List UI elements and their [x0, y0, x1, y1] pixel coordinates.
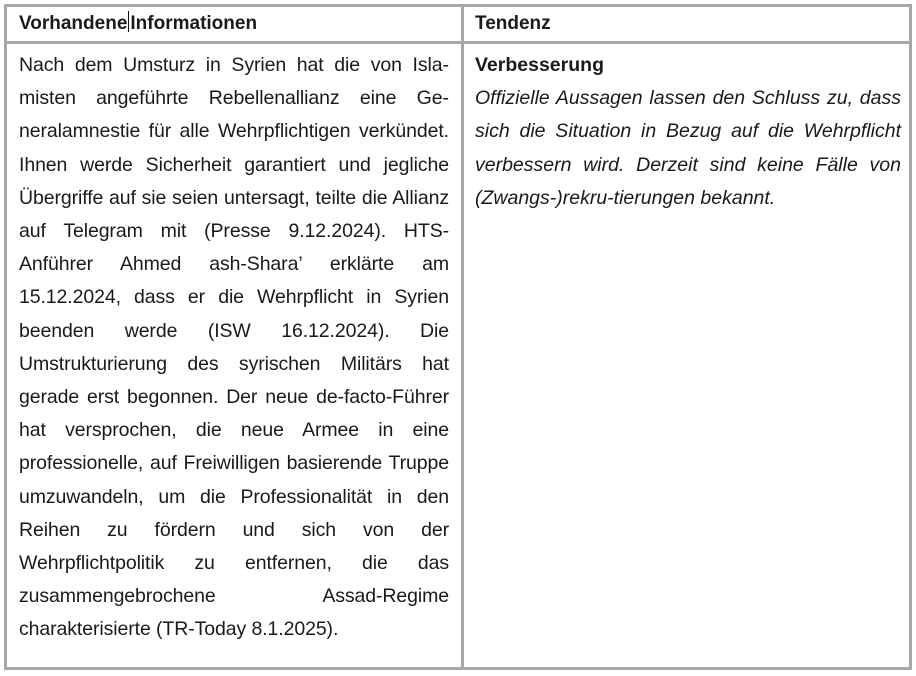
- available-information-cell[interactable]: Nach dem Umsturz in Syrien hat die von Islamisten angeführte Rebellenallianz eine Generalamnestie für alle Wehrpflichtigen verkündet. Ihnen werde Sicherheit garantiert und jegliche Übergriffe auf sie seien untersagt, teilte die Allianz auf Telegram mit (Presse 9.12.2024). HTS-Anführer Ahmed ash-Shara’ erklärte am 15.12.2024, dass er die Wehrpflicht in Syrien beenden werde (ISW 16.12.2024). Die Umstrukturierung des syrischen Militärs hat gerade erst begonnen. Der neue de-facto-Führer hat versprochen, die neue Armee in eine professionelle, auf Freiwilligen basierende Truppe umzuwandeln, um die Professionalität in den Reihen zu fördern und sich von der Wehrpflichtpolitik zu entfernen, die das zusammengebrochene Assad-Regime charakterisierte (TR-Today 8.1.2025).: [19, 54, 449, 641]
- trend-cell[interactable]: [475, 49, 901, 215]
- trend-title: Verbesserung: [475, 54, 604, 76]
- header-left-word2: Informationen: [130, 13, 258, 34]
- info-table: [4, 4, 912, 670]
- trend-description: Offizielle Aussagen lassen den Schluss zu, dass sich die Situation in Bezug auf die Wehrpflicht verbessern wird. Derzeit sind keine Fälle von (Zwangs-)rekru-tierungen bekannt.: [475, 87, 901, 209]
- header-left-word1: Vorhandene: [19, 13, 128, 34]
- header-trend: Tendenz: [475, 13, 551, 34]
- table-header-row: [7, 7, 909, 44]
- column-divider: [461, 7, 464, 667]
- header-available-information: [19, 11, 257, 37]
